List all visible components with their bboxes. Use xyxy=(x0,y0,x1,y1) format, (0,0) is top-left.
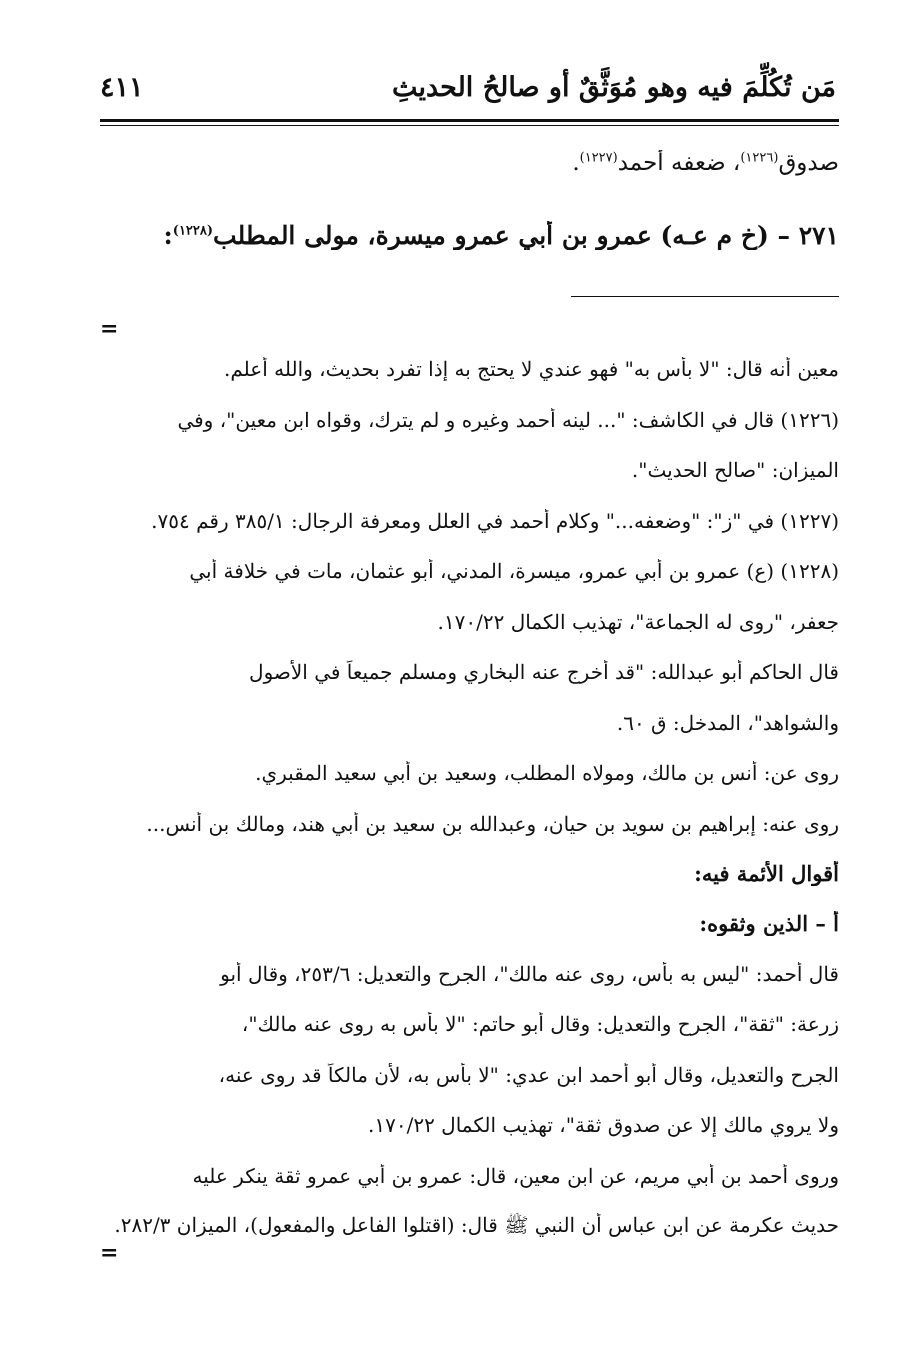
line-end-dot: . xyxy=(572,150,580,176)
those-who-trusted-heading: أ – الذين وثقوه: xyxy=(699,911,839,936)
entry-text: ٢٧١ – (خ م عـه) عمرو بن أبي عمرو ميسرة، مولى المطلب xyxy=(213,221,839,250)
footnote-line: وروى أحمد بن أبي مريم، عن ابن معين، قال: عمرو بن أبي عمرو ثقة ينكر عليه xyxy=(192,1164,839,1188)
footnote-line: الميزان: "صالح الحديث". xyxy=(631,458,839,482)
footnote-line: معين أنه قال: "لا بأس به" فهو عندي لا يحتج به إذا تفرد بحديث، والله أعلم. xyxy=(224,357,839,381)
running-header-title: مَن تُكُلِّمَ فيه وهو مُوَثَّقٌ أو صالحُ الحديثِ xyxy=(391,72,836,103)
weakened-by-ahmad: ، ضعفه أحمد xyxy=(617,150,741,176)
footnote-line: (١٢٢٦) قال في الكاشف: "... لينه أحمد وغيره و لم يترك، وقواه ابن معين"، وفي xyxy=(177,408,839,432)
footnote-line: (١٢٢٧) في "ز": "وضعفه..." وكلام أحمد في العلل ومعرفة الرجال: ٣٨٥/١ رقم ٧٥٤. xyxy=(151,509,839,533)
imams-sayings-heading: أقوال الأئمة فيه: xyxy=(694,861,839,886)
footnote-line: الجرح والتعديل، وقال أبو أحمد ابن عدي: "لا بأس به، لأن مالكاً قد روى عنه، xyxy=(218,1063,839,1087)
page-number: ٤١١ xyxy=(100,72,144,103)
footnote-ref-1226: (١٢٢٦) xyxy=(740,150,779,166)
footnote-separator xyxy=(571,296,839,297)
entry-colon: : xyxy=(163,221,173,250)
footnote-ref-1227: (١٢٢٧) xyxy=(579,150,618,166)
footnote-ref-1228: (١٢٢٨) xyxy=(172,223,214,239)
footnote-line: ولا يروي مالك إلا عن صدوق ثقة"، تهذيب الكمال ١٧٠/٢٢. xyxy=(368,1113,839,1137)
footnote-line: روى عن: أنس بن مالك، ومولاه المطلب، وسعيد بن أبي سعيد المقبري. xyxy=(255,761,839,785)
continuation-mark-top: = xyxy=(100,316,119,342)
header-rule-thick xyxy=(100,119,839,122)
continuation-mark-bottom: = xyxy=(100,1240,119,1266)
footnote-line: حديث عكرمة عن ابن عباس أن النبي ﷺ قال: (اقتلوا الفاعل والمفعول)، الميزان ٢٨٢/٣. xyxy=(114,1213,839,1237)
footnote-line: زرعة: "ثقة"، الجرح والتعديل: وقال أبو حاتم: "لا بأس به روى عنه مالك"، xyxy=(241,1012,839,1036)
header-rule-thin xyxy=(100,125,839,126)
footnote-line: قال الحاكم أبو عبدالله: "قد أخرج عنه البخاري ومسلم جميعاً في الأصول xyxy=(249,660,839,684)
footnote-line: جعفر، "روى له الجماعة"، تهذيب الكمال ١٧٠/٢٢. xyxy=(437,610,839,634)
entry-heading-271 xyxy=(100,221,839,250)
footnote-line: روى عنه: إبراهيم بن سويد بن حيان، وعبدالله بن سعيد بن أبي هند، ومالك بن أنس... xyxy=(146,812,839,836)
footnote-line: (١٢٢٨) (ع) عمرو بن أبي عمرو، ميسرة، المدني، أبو عثمان، مات في خلافة أبي xyxy=(189,559,839,583)
body-line-1 xyxy=(100,150,839,176)
word-saduq: صدوق xyxy=(778,150,839,176)
footnote-line: والشواهد"، المدخل: ق ٦٠. xyxy=(616,711,839,735)
footnote-line: قال أحمد: "ليس به بأس، روى عنه مالك"، الجرح والتعديل: ٢٥٣/٦، وقال أبو xyxy=(220,962,839,986)
